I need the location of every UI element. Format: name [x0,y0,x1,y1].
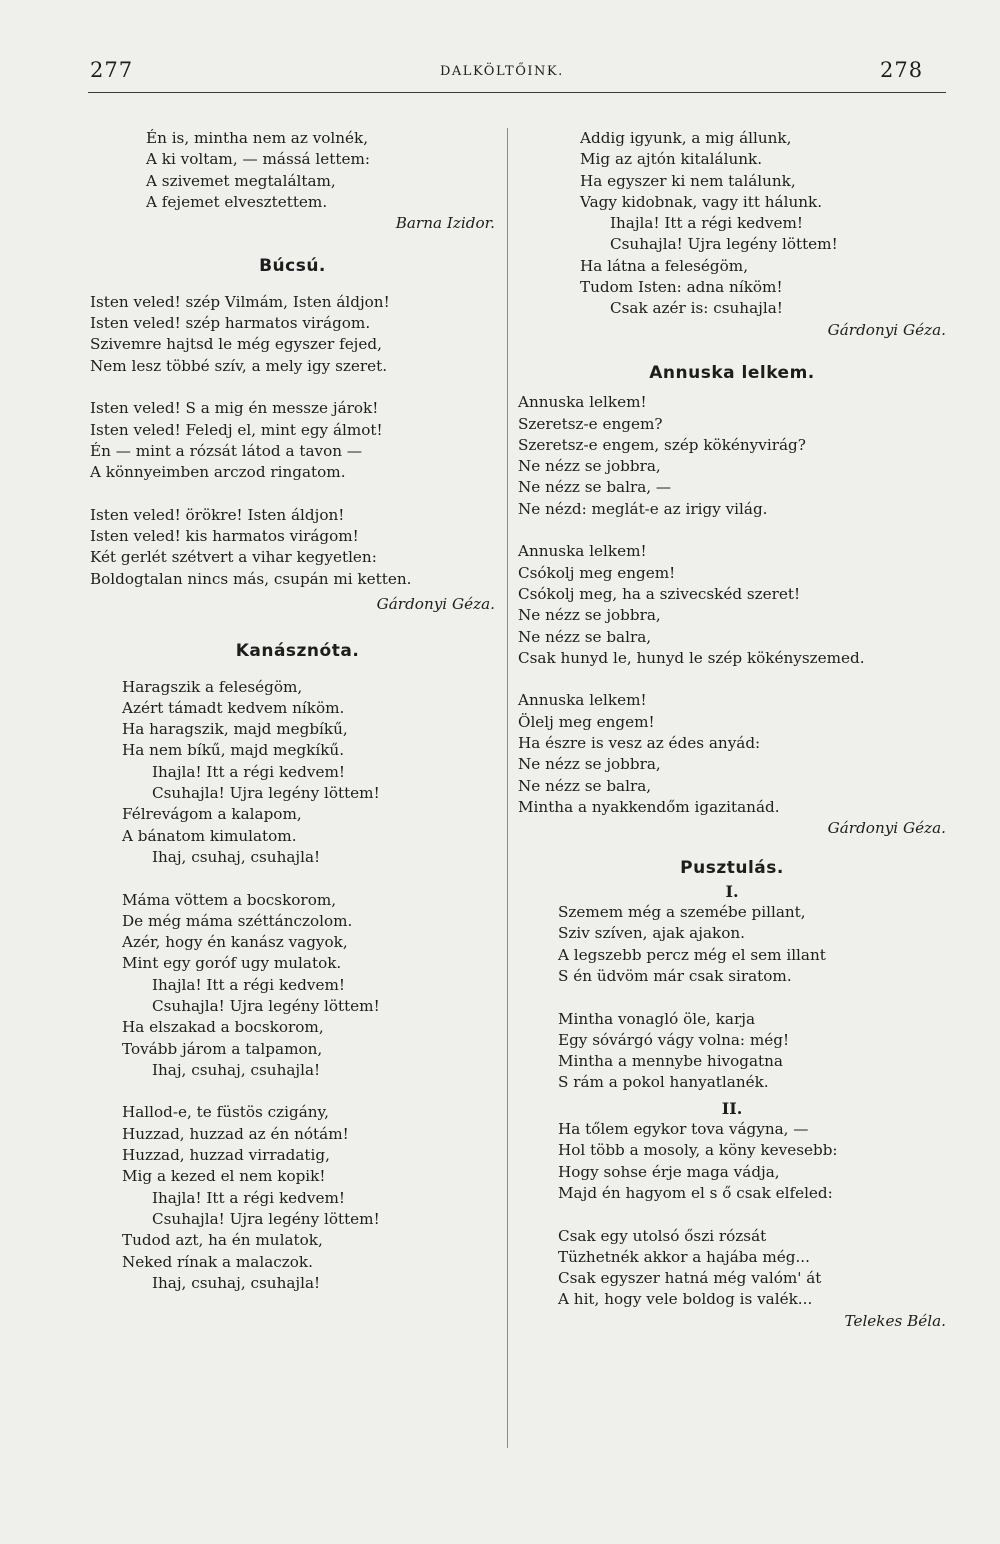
poem-line: Hogy sohse érje maga vádja, [558,1162,780,1181]
poem-line: Sziv szíven, ajak ajakon. [558,924,745,943]
poem-line: A hit, hogy vele boldog is valék... [558,1290,813,1309]
poem-line: Én is, mintha nem az volnék, [146,129,369,147]
poem-line: Hallod-e, te füstös czigány, [122,1103,329,1122]
poem-body [518,128,946,320]
poem-body [90,677,495,1295]
poem-line: S rám a pokol hanyatlanék. [558,1073,769,1092]
poem-stanza [518,392,946,520]
poem-author: Barna Izidor. [395,214,495,233]
poem-line: Nem lesz többé szív, a mely igy szeret. [90,356,388,375]
poem-line: Ihajla! Itt a régi kedvem! [152,1188,345,1207]
poem-line: A szivemet megtaláltam, [146,171,336,190]
poem-line: Ihaj, csuhaj, csuhajla! [152,847,321,866]
header-rule [88,92,946,93]
poem-line: Mig az ajtón kitalálunk. [580,150,763,169]
poem-line: Ha elszakad a bocskorom, [122,1018,324,1037]
poem-line: A legszebb percz még el sem illant [558,945,826,964]
poem-line: Addig igyunk, a mig állunk, [580,129,792,147]
poem-line: Isten veled! szép Vilmám, Isten áldjon! [90,292,390,311]
poem-line: Csak hunyd le, hunyd le szép kökényszemed. [518,648,865,667]
poem-line: Csókolj meg, ha a szivecskéd szeret! [518,584,801,603]
poem-stanza [558,902,946,987]
poem-line: Ne nézz se jobbra, [518,606,661,625]
poem-line: Ha tőlem egykor tova vágyna, — [558,1120,809,1139]
poem-line: Isten veled! szép harmatos virágom. [90,314,371,333]
poem-title: Pusztulás. [680,857,784,878]
poem-line: Ha nem bíkű, majd megkíkű. [122,741,345,760]
poem-body [518,902,946,1094]
column-divider [507,128,508,1448]
poem-line: Ne nézd: meglát-e az irigy világ. [518,499,768,518]
poem-line: Ha egyszer ki nem találunk, [580,171,796,190]
poem-stanza [518,541,946,669]
poem-line: Ihajla! Itt a régi kedvem! [152,762,345,781]
poem-title: Annuska lelkem. [649,362,815,383]
poem-stanza [122,890,495,1082]
poem-line: Szivemre hajtsd le még egyszer fejed, [90,335,382,354]
poem-title: Búcsú. [259,256,326,277]
poem-line: Csak egy utolsó őszi rózsát [558,1226,767,1245]
poem-line: Ha látna a feleségöm, [580,256,749,275]
poem-stanza [558,1226,946,1311]
poem-line: Mintha vonagló öle, karja [558,1009,755,1028]
poem-line: Csuhajla! Ujra legény löttem! [152,784,380,803]
poem-line: Majd én hagyom el s ő csak elfeled: [558,1183,833,1202]
poem-line: Csókolj meg engem! [518,563,676,582]
poem-line: Ha haragszik, majd megbíkű, [122,720,348,739]
fragment-poem [90,128,495,213]
left-page-number: 277 [90,58,134,82]
poem-line: Mintha a mennybe hivogatna [558,1052,783,1071]
poem-line: Csuhajla! Ujra legény löttem! [610,235,838,254]
poem-stanza [90,398,495,483]
poem-line: Boldogtalan nincs más, csupán mi ketten. [90,569,412,588]
poem-line: Tudom Isten: adna níköm! [580,278,783,297]
poem-line: Máma vöttem a bocskorom, [122,890,337,909]
poem-line: Isten veled! örökre! Isten áldjon! [90,505,345,524]
poem-line: Ihajla! Itt a régi kedvem! [152,975,345,994]
poem-line: Csuhajla! Ujra legény löttem! [152,996,380,1015]
running-title: DALKÖLTŐINK. [440,64,564,79]
poem-stanza [90,505,495,590]
poem-line: Azér, hogy én kanász vagyok, [122,933,348,952]
poem-line: Ihajla! Itt a régi kedvem! [610,214,803,233]
poem-line: Isten veled! Feledj el, mint egy álmot! [90,420,383,439]
poem-line: Ne nézz se balra, — [518,478,672,497]
poem-line: Azért támadt kedvem níköm. [122,698,345,717]
poem-line: Én — mint a rózsát látod a tavon — [90,441,363,460]
poem-stanza [518,690,946,818]
poem-line: Isten veled! kis harmatos virágom! [90,527,359,546]
poem-line: Szeretsz-e engem, szép kökényvirág? [518,435,806,454]
left-column [90,128,495,1294]
poem-line: A bánatom kimulatom. [122,826,297,845]
poem-line: A könnyeimben arczod ringatom. [90,463,346,482]
poem-line: Félrevágom a kalapom, [122,805,302,824]
poem-line: Vagy kidobnak, vagy itt hálunk. [580,192,823,211]
poem-line: Isten veled! S a mig én messze járok! [90,399,379,418]
poem-line: Neked rínak a malaczok. [122,1252,313,1271]
poem-line: Ha észre is vesz az édes anyád: [518,734,761,753]
poem-line: Csak egyszer hatná még valóm' át [558,1269,822,1288]
poem-line: A ki voltam, — mássá lettem: [146,150,370,169]
poem-line: Szeretsz-e engem? [518,414,663,433]
poem-line: Ne nézz se balra, [518,776,652,795]
section-number: I. [725,881,739,901]
poem-line: De még máma széttánczolom. [122,911,353,930]
poem-line: Tüzhetnék akkor a hajába még... [558,1247,810,1266]
poem-line: S én üdvöm már csak siratom. [558,966,792,985]
poem-line: Ne nézz se jobbra, [518,457,661,476]
poem-author: Gárdonyi Géza. [827,320,946,339]
poem-line: Annuska lelkem! [518,691,647,710]
poem-line: Mig a kezed el nem kopik! [122,1167,326,1186]
poem-line: Ne nézz se jobbra, [518,755,661,774]
poem-line: Mintha a nyakkendőm igazitanád. [518,797,780,816]
poem-line: Ihaj, csuhaj, csuhajla! [152,1273,321,1292]
poem-line: Két gerlét szétvert a vihar kegyetlen: [90,548,377,567]
poem-author: Gárdonyi Géza. [827,819,946,838]
poem-stanza [122,677,495,869]
poem-line: Huzzad, huzzad az én nótám! [122,1124,349,1143]
poem-line: Egy sóvárgó vágy volna: még! [558,1030,790,1049]
poem-line: Csuhajla! Ujra legény löttem! [152,1209,380,1228]
poem-stanza [90,292,495,377]
poem-line: Tovább járom a talpamon, [122,1039,323,1058]
poem-line: Annuska lelkem! [518,393,647,412]
poem-line: Szemem még a szemébe pillant, [558,903,806,922]
poem-line: Csak azér is: csuhajla! [610,299,783,318]
poem-line: Ne nézz se balra, [518,627,652,646]
poem-line: Tudod azt, ha én mulatok, [122,1231,323,1250]
poem-line: Hol több a mosoly, a köny kevesebb: [558,1141,838,1160]
poem-line: Haragszik a feleségöm, [122,677,303,696]
poem-line: Huzzad, huzzad virradatig, [122,1146,330,1165]
poem-line: Annuska lelkem! [518,542,647,561]
poem-line: Ölelj meg engem! [518,712,655,731]
right-column [518,128,946,1332]
poem-stanza [558,1119,946,1204]
poem-body [518,1119,946,1311]
poem-stanza [558,1009,946,1094]
poem-line: Mint egy goróf ugy mulatok. [122,954,342,973]
poem-line: Ihaj, csuhaj, csuhajla! [152,1060,321,1079]
poem-author: Gárdonyi Géza. [376,594,495,613]
poem-line: A fejemet elvesztettem. [146,192,328,211]
right-page-number: 278 [880,58,924,82]
poem-author: Telekes Béla. [844,1311,946,1330]
poem-stanza [122,1102,495,1294]
section-number: II. [721,1098,743,1118]
poem-title: Kanásznóta. [235,641,360,662]
